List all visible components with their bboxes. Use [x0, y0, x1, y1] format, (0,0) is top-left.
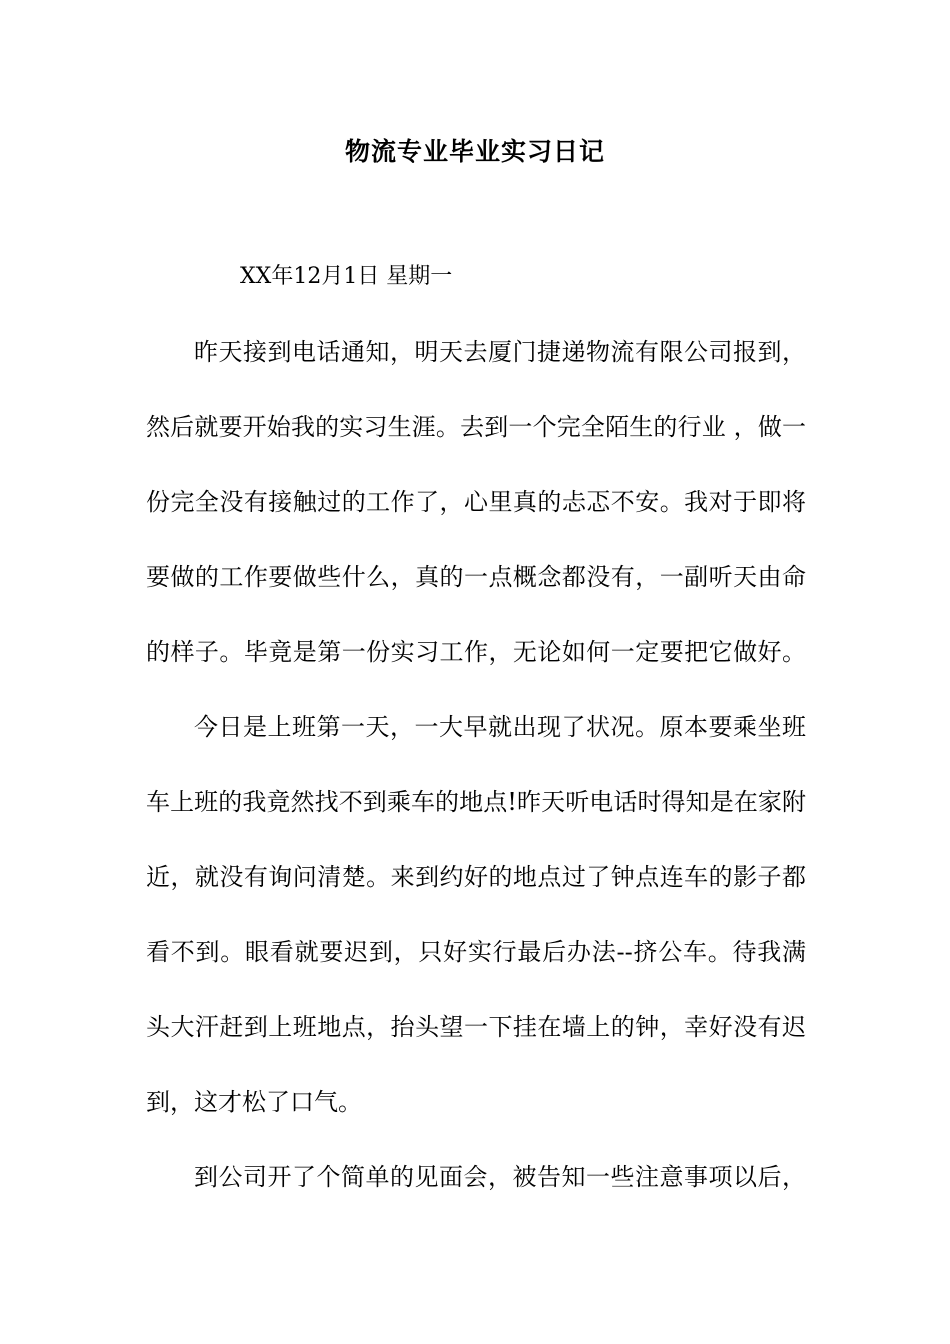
- diary-date: XX年12月1日 星期一: [240, 264, 453, 289]
- paragraph-1-line-4: 要做的工作要做些什么，真的一点概念都没有，一副听天由命: [146, 563, 806, 591]
- paragraph-3-line-1: 到公司开了个简单的见面会，被告知一些注意事项以后，: [194, 1163, 806, 1191]
- document-title: 物流专业毕业实习日记: [344, 137, 605, 166]
- paragraph-1-line-3: 份完全没有接触过的工作了，心里真的忐忑不安。我对于即将: [146, 488, 806, 516]
- paragraph-2-line-6: 到，这才松了口气。: [146, 1088, 362, 1116]
- paragraph-2-line-1: 今日是上班第一天，一大早就出现了状况。原本要乘坐班: [194, 713, 806, 741]
- paragraph-2-line-4: 看不到。眼看就要迟到，只好实行最后办法--挤公车。待我满: [146, 938, 806, 966]
- paragraph-1-line-2: 然后就要开始我的实习生涯。去到一个完全陌生的行业 ，做一: [146, 413, 806, 441]
- paragraph-1-line-1: 昨天接到电话通知，明天去厦门捷递物流有限公司报到，: [194, 338, 806, 366]
- paragraph-2-line-3: 近，就没有询问清楚。来到约好的地点过了钟点连车的影子都: [146, 863, 806, 891]
- paragraph-2-line-5: 头大汗赶到上班地点，抬头望一下挂在墙上的钟，幸好没有迟: [146, 1013, 806, 1041]
- paragraph-1-line-5: 的样子。毕竟是第一份实习工作，无论如何一定要把它做好。: [146, 638, 806, 666]
- paragraph-2-line-2: 车上班的我竟然找不到乘车的地点!昨天听电话时得知是在家附: [146, 788, 806, 816]
